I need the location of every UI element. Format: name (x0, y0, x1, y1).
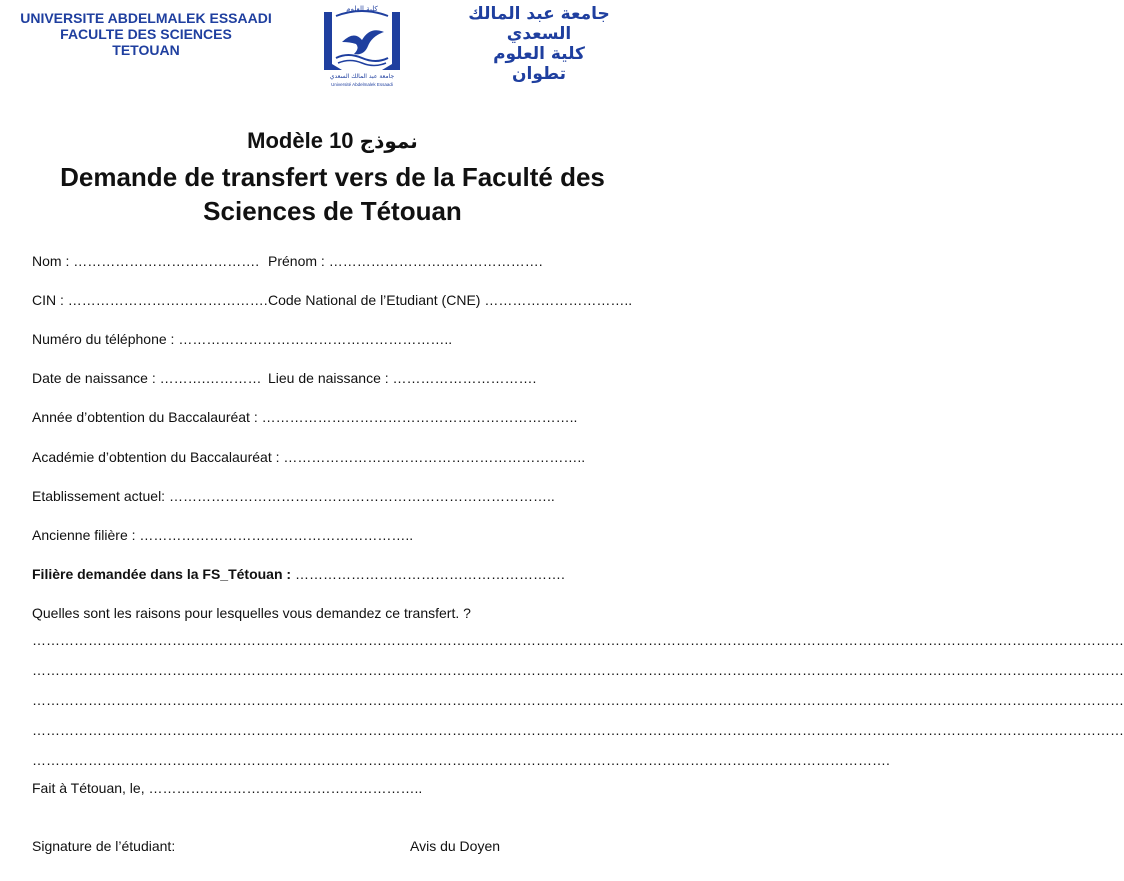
prenom-field[interactable]: Prénom : ………………………………………. (268, 253, 543, 269)
raisons-line-3[interactable]: ……………………………………………………………………………………………………………………………………………………………………………………………………………… (32, 692, 1124, 708)
logo-emblem-icon (320, 2, 404, 88)
fait-a-field[interactable]: Fait à Tétouan, le, ………………………………………………….. (32, 780, 423, 796)
filiere-demandee-dots: …………………………………………………. (291, 566, 565, 582)
avis-doyen-label: Avis du Doyen (410, 838, 501, 854)
signature-label: Signature de l’étudiant: (32, 838, 176, 854)
faculty-line-ar: كلية العلوم (493, 44, 585, 64)
raisons-line-2[interactable]: ……………………………………………………………………………………………………………………………………………………………………………………………………………… (32, 662, 1124, 678)
filiere-demandee-field[interactable] (32, 565, 565, 583)
cin-field[interactable]: CIN : ……………………………………. (32, 292, 268, 308)
document-title (0, 126, 665, 228)
logo-en-text: Université Abdelmalek Essaadi (331, 82, 393, 87)
date-naissance-field[interactable]: Date de naissance : ……….………… (32, 370, 262, 386)
raisons-line-1[interactable]: ……………………………………………………………………………………………………………………………………………………………………………………………………………… (32, 632, 1124, 648)
raisons-question: Quelles sont les raisons pour lesquelles vous demandez ce transfert. ? (32, 605, 471, 621)
model-label: Modèle 10 (247, 128, 354, 153)
raisons-line-5[interactable]: …………………………………………………………………………………………………………………………………………………………………. (32, 752, 890, 768)
filiere-demandee-label: Filière demandée dans la FS_Tétouan : (32, 566, 292, 582)
bac-academie-field[interactable]: Académie d’obtention du Baccalauréat : ……………………………………………………….. (32, 449, 586, 465)
title-line-2: Sciences de Tétouan (203, 196, 462, 226)
city-line: TETOUAN (112, 42, 180, 58)
title-line-1: Demande de transfert vers de la Faculté des (60, 162, 605, 192)
raisons-line-4[interactable]: ……………………………………………………………………………………………………………………………………………………………………………………………………………… (32, 722, 1124, 738)
logo-ar-text: جامعة عبد المالك السعدي (329, 73, 395, 80)
model-label-ar: نموذج (359, 129, 418, 153)
lieu-naissance-field[interactable]: Lieu de naissance : …………………………. (268, 370, 537, 386)
faculty-line: FACULTE DES SCIENCES (60, 26, 232, 42)
nom-field[interactable]: Nom : …………………………………. (32, 253, 260, 269)
university-line: UNIVERSITE ABDELMALEK ESSAADI (20, 10, 272, 26)
university-logo (320, 2, 404, 88)
title-text (0, 160, 665, 228)
university-name-fr (6, 10, 286, 58)
telephone-field[interactable]: Numéro du téléphone : ………………………………………………….. (32, 331, 453, 347)
cne-field[interactable]: Code National de l’Etudiant (CNE) ………………………….. (268, 292, 633, 308)
university-name-ar (459, 4, 619, 84)
model-number (0, 126, 665, 156)
etablissement-field[interactable]: Etablissement actuel: ……………………………………………………………………….. (32, 488, 555, 504)
university-line-ar: جامعة عبد المالك السعدي (468, 4, 610, 44)
logo-top-text: كلية العلوم (346, 5, 378, 13)
ancienne-filiere-field[interactable]: Ancienne filière : ………………………………………………….. (32, 527, 414, 543)
city-line-ar: تطوان (512, 64, 566, 84)
bac-annee-field[interactable]: Année d’obtention du Baccalauréat : ………………………………………………………….. (32, 409, 578, 425)
